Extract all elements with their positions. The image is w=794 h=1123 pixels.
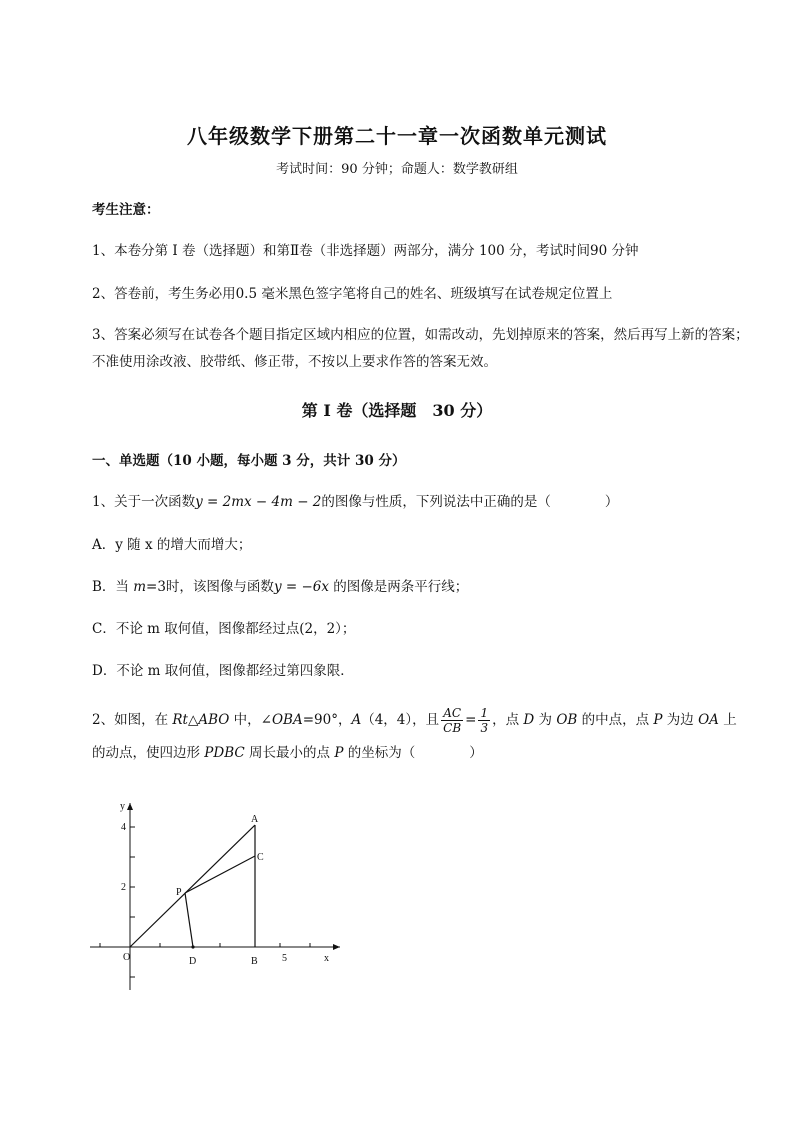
q2-text: 的坐标为（ ）	[343, 745, 483, 761]
q2-quadrilateral: PDBC	[204, 745, 245, 761]
fraction-denominator: CB	[443, 721, 462, 735]
point-d-dot	[191, 945, 194, 948]
q2-text: 的动点，使四边形	[92, 745, 205, 761]
notice-item-1: 1、本卷分第 I 卷（选择题）和第Ⅱ卷（非选择题）两部分，满分 100 分，考试时间90 分钟	[92, 243, 639, 259]
q1-option-b	[92, 576, 752, 598]
coordinate-figure	[90, 795, 350, 995]
q1-b-post: 的图像是两条平行线；	[328, 579, 469, 595]
tick-label-y2: 2	[121, 882, 126, 893]
part-heading: 一、单选题（10 小题，每小题 3 分，共计 30 分）	[92, 453, 406, 469]
section-title: 第 I 卷（选择题 30 分）	[301, 401, 493, 420]
q1-b-pre: B．当	[92, 579, 134, 595]
label-p: P	[176, 887, 182, 898]
notice-item-3: 3、答案必须写在试卷各个题目指定区域内相应的位置，如需改动，先划掉原来的答案，然后再写上新的答案；不准使用涂改液、胶带纸、修正带，不按以上要求作答的答案无效。	[92, 327, 749, 370]
label-c: C	[257, 852, 264, 863]
q2-text: 为	[534, 712, 557, 728]
q1-b-m: m	[133, 579, 147, 595]
label-d: D	[189, 956, 197, 967]
question-2-line-2	[92, 742, 752, 764]
page-subtitle: 考试时间：90 分钟；命题人：数学教研组	[276, 162, 518, 177]
q2-angle: OBA	[271, 712, 303, 728]
fraction-numerator: AC	[441, 706, 463, 721]
q2-text: 2、如图，在	[92, 712, 173, 728]
tick-label-y4: 4	[121, 822, 126, 833]
q1-b-mid: =3时，该图像与函数	[146, 579, 274, 595]
q1-option-a: A．y 随 x 的增大而增大；	[92, 537, 252, 553]
q2-text: 中，∠	[229, 712, 272, 728]
q1-option-c: C．不论 m 取何值，图像都经过点(2，2）；	[92, 621, 356, 637]
x-axis-label: x	[324, 953, 329, 964]
y-axis-arrow	[127, 803, 133, 810]
notice-item-2: 2、答卷前，考生务必用0.5 毫米黑色签字笔将自己的姓名、班级填写在试卷规定位置上	[92, 286, 613, 302]
q2-text: （4，4），且	[361, 712, 440, 728]
q2-text: 周长最小的点	[244, 745, 335, 761]
fraction-denominator: 3	[480, 721, 489, 735]
q2-point-p: P	[334, 745, 344, 761]
q2-segment-ob: OB	[556, 712, 578, 728]
q2-point-p: P	[653, 712, 663, 728]
fraction-numerator: 1	[480, 706, 489, 720]
q2-equals: =	[465, 712, 477, 728]
figure-svg	[90, 795, 350, 995]
q2-text: ，点	[492, 712, 524, 728]
segment-pd	[185, 893, 193, 947]
question-1	[92, 491, 752, 513]
notice-heading: 考生注意：	[92, 202, 160, 218]
segment-oa	[130, 825, 255, 947]
q2-point-d: D	[523, 712, 535, 728]
q1-formula: y = 2mx − 4m − 2	[195, 494, 322, 510]
q2-text: 为边	[662, 712, 699, 728]
q2-text: =90°，	[302, 712, 352, 728]
x-axis-arrow	[333, 944, 340, 950]
q2-text: 的中点，点	[577, 712, 654, 728]
q2-ratio-fraction	[441, 706, 463, 735]
q2-text: 上	[718, 712, 737, 728]
q1-suffix: 的图像与性质，下列说法中正确的是（ ）	[321, 494, 619, 510]
y-axis-label: y	[120, 801, 125, 812]
q2-triangle: Rt△ABO	[172, 712, 230, 728]
q1-prefix: 1、关于一次函数	[92, 494, 196, 510]
label-b: B	[251, 956, 258, 967]
q1-b-formula: y = −6x	[273, 579, 329, 595]
page-title: 八年级数学下册第二十一章一次函数单元测试	[187, 124, 607, 148]
question-2-line-1	[92, 706, 752, 735]
q1-option-d: D．不论 m 取何值，图像都经过第四象限．	[92, 663, 354, 679]
tick-label-x5: 5	[282, 953, 287, 964]
q2-one-third-fraction	[478, 706, 490, 735]
q2-segment-oa: OA	[698, 712, 719, 728]
segment-pc	[185, 856, 255, 893]
q2-point-a: A	[351, 712, 362, 728]
origin-label: O	[123, 952, 131, 963]
label-a: A	[251, 814, 259, 825]
